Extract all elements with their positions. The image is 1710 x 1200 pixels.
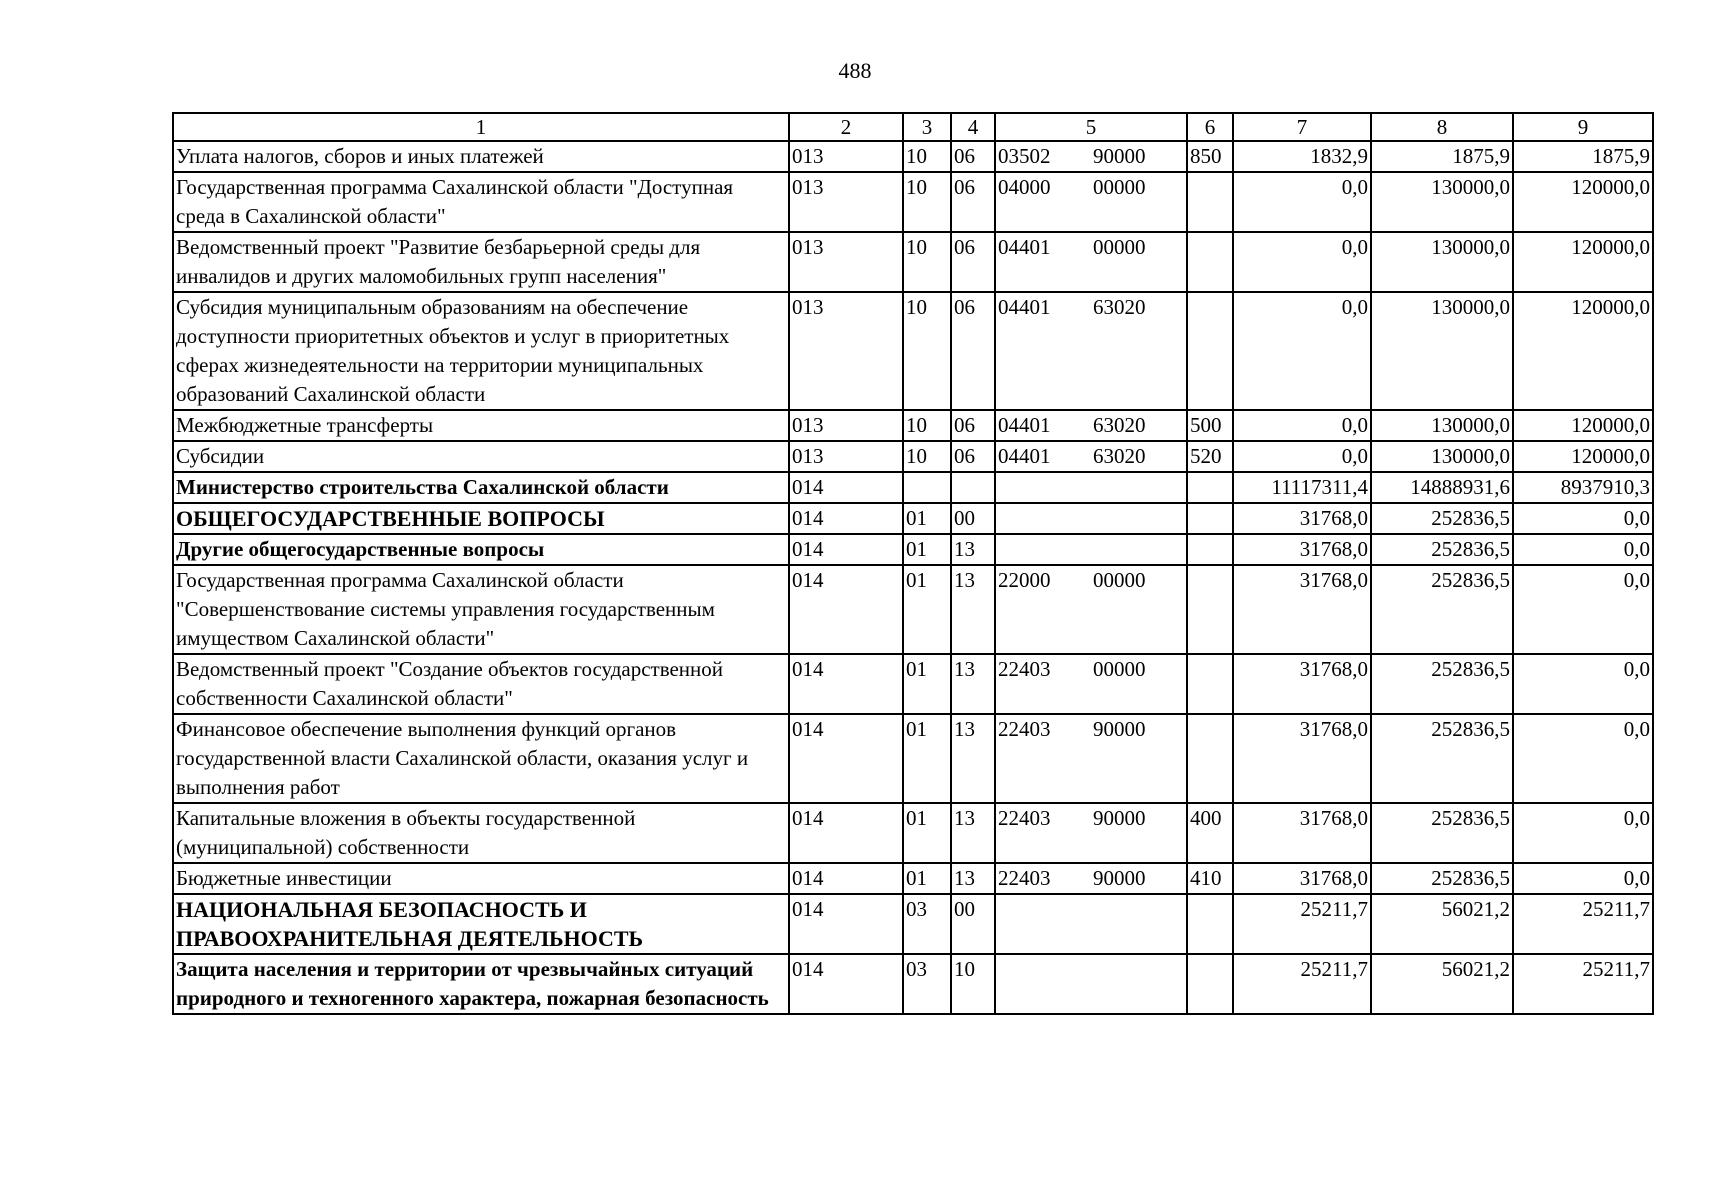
row-cs-direction-cell: 63020 (1091, 410, 1187, 441)
row-value-9-cell: 0,0 (1513, 503, 1653, 534)
row-cs-program-cell: 22403 (995, 803, 1091, 863)
row-pr-cell: 06 (951, 232, 995, 292)
row-pr-cell: 06 (951, 441, 995, 472)
row-cs-program-cell (995, 534, 1091, 565)
row-ved-cell: 014 (789, 714, 903, 803)
table-row (173, 472, 1653, 503)
row-rz-cell: 03 (903, 894, 951, 954)
row-pr-cell: 00 (951, 503, 995, 534)
row-ved-cell: 013 (789, 441, 903, 472)
row-value-8-cell: 252836,5 (1371, 714, 1513, 803)
table-header-row (173, 113, 1653, 141)
row-value-8-cell: 252836,5 (1371, 803, 1513, 863)
row-value-8-cell: 252836,5 (1371, 503, 1513, 534)
row-name-cell: Защита населения и территории от чрезвычайных ситуаций природного и техногенного характера, пожарная безопасность (173, 954, 789, 1014)
row-pr-cell: 06 (951, 292, 995, 410)
row-cs-direction-cell: 00000 (1091, 654, 1187, 714)
row-ved-cell: 014 (789, 472, 903, 503)
row-ved-cell: 013 (789, 141, 903, 172)
row-cs-direction-cell (1091, 954, 1187, 1014)
row-rz-cell: 10 (903, 410, 951, 441)
row-vr-cell (1187, 232, 1233, 292)
table-row (173, 565, 1653, 654)
table-row (173, 232, 1653, 292)
table-row (173, 803, 1653, 863)
row-name-cell: Уплата налогов, сборов и иных платежей (173, 141, 789, 172)
table-row (173, 410, 1653, 441)
row-pr-cell: 06 (951, 410, 995, 441)
row-ved-cell: 014 (789, 565, 903, 654)
row-ved-cell: 014 (789, 534, 903, 565)
row-cs-direction-cell: 90000 (1091, 863, 1187, 894)
row-cs-program-cell: 22403 (995, 714, 1091, 803)
budget-table (172, 112, 1654, 1015)
row-value-9-cell: 120000,0 (1513, 441, 1653, 472)
row-value-8-cell: 130000,0 (1371, 232, 1513, 292)
row-name-cell: Бюджетные инвестиции (173, 863, 789, 894)
row-cs-direction-cell (1091, 472, 1187, 503)
row-value-9-cell: 0,0 (1513, 803, 1653, 863)
row-cs-direction-cell (1091, 534, 1187, 565)
row-value-7-cell: 0,0 (1233, 292, 1371, 410)
row-cs-program-cell (995, 503, 1091, 534)
header-col-5: 5 (995, 113, 1187, 141)
row-value-8-cell: 252836,5 (1371, 863, 1513, 894)
row-cs-program-cell: 04401 (995, 441, 1091, 472)
row-cs-program-cell (995, 472, 1091, 503)
row-name-cell: Другие общегосударственные вопросы (173, 534, 789, 565)
row-cs-direction-cell: 63020 (1091, 292, 1187, 410)
row-cs-program-cell: 22000 (995, 565, 1091, 654)
table-row (173, 654, 1653, 714)
table-row (173, 441, 1653, 472)
table-row (173, 534, 1653, 565)
row-value-9-cell: 0,0 (1513, 534, 1653, 565)
row-value-7-cell: 31768,0 (1233, 654, 1371, 714)
row-name-cell: Государственная программа Сахалинской области "Доступная среда в Сахалинской области" (173, 172, 789, 232)
row-cs-program-cell: 04000 (995, 172, 1091, 232)
row-name-cell: Министерство строительства Сахалинской области (173, 472, 789, 503)
table-row (173, 714, 1653, 803)
row-cs-program-cell: 22403 (995, 863, 1091, 894)
row-rz-cell: 03 (903, 954, 951, 1014)
row-value-7-cell: 31768,0 (1233, 714, 1371, 803)
row-vr-cell (1187, 714, 1233, 803)
header-col-1: 1 (173, 113, 789, 141)
row-vr-cell (1187, 534, 1233, 565)
row-value-7-cell: 11117311,4 (1233, 472, 1371, 503)
row-ved-cell: 014 (789, 654, 903, 714)
row-value-8-cell: 56021,2 (1371, 954, 1513, 1014)
row-rz-cell: 10 (903, 441, 951, 472)
row-value-8-cell: 130000,0 (1371, 292, 1513, 410)
row-value-7-cell: 0,0 (1233, 441, 1371, 472)
row-value-9-cell: 120000,0 (1513, 410, 1653, 441)
row-rz-cell: 10 (903, 172, 951, 232)
header-col-4: 4 (951, 113, 995, 141)
row-value-9-cell: 8937910,3 (1513, 472, 1653, 503)
header-col-7: 7 (1233, 113, 1371, 141)
row-cs-program-cell (995, 954, 1091, 1014)
row-rz-cell: 01 (903, 803, 951, 863)
row-cs-direction-cell (1091, 503, 1187, 534)
row-value-9-cell: 1875,9 (1513, 141, 1653, 172)
row-pr-cell: 13 (951, 863, 995, 894)
row-value-7-cell: 31768,0 (1233, 534, 1371, 565)
row-value-7-cell: 0,0 (1233, 232, 1371, 292)
row-cs-program-cell: 03502 (995, 141, 1091, 172)
row-cs-direction-cell: 63020 (1091, 441, 1187, 472)
row-vr-cell (1187, 565, 1233, 654)
row-ved-cell: 014 (789, 803, 903, 863)
row-vr-cell (1187, 472, 1233, 503)
header-col-2: 2 (789, 113, 903, 141)
row-cs-direction-cell (1091, 894, 1187, 954)
row-value-8-cell: 252836,5 (1371, 565, 1513, 654)
header-col-9: 9 (1513, 113, 1653, 141)
row-value-7-cell: 31768,0 (1233, 565, 1371, 654)
row-vr-cell (1187, 292, 1233, 410)
row-ved-cell: 014 (789, 503, 903, 534)
row-pr-cell (951, 472, 995, 503)
header-col-6: 6 (1187, 113, 1233, 141)
row-vr-cell: 850 (1187, 141, 1233, 172)
row-ved-cell: 013 (789, 410, 903, 441)
table-row (173, 172, 1653, 232)
row-vr-cell (1187, 894, 1233, 954)
row-value-9-cell: 120000,0 (1513, 172, 1653, 232)
table-row (173, 503, 1653, 534)
row-value-8-cell: 56021,2 (1371, 894, 1513, 954)
row-value-8-cell: 1875,9 (1371, 141, 1513, 172)
row-vr-cell (1187, 654, 1233, 714)
table-row (173, 954, 1653, 1014)
row-rz-cell: 01 (903, 503, 951, 534)
row-cs-direction-cell: 00000 (1091, 172, 1187, 232)
row-pr-cell: 13 (951, 534, 995, 565)
row-cs-program-cell (995, 894, 1091, 954)
row-pr-cell: 13 (951, 714, 995, 803)
row-rz-cell: 10 (903, 292, 951, 410)
row-cs-program-cell: 04401 (995, 232, 1091, 292)
row-pr-cell: 10 (951, 954, 995, 1014)
row-name-cell: Государственная программа Сахалинской области "Совершенствование системы управления государственным имуществом Сахалинской области" (173, 565, 789, 654)
row-pr-cell: 06 (951, 141, 995, 172)
row-vr-cell: 500 (1187, 410, 1233, 441)
row-ved-cell: 014 (789, 954, 903, 1014)
row-name-cell: Субсидии (173, 441, 789, 472)
table-body (173, 141, 1653, 1014)
row-value-7-cell: 0,0 (1233, 410, 1371, 441)
row-name-cell: Субсидия муниципальным образованиям на обеспечение доступности приоритетных объектов и услуг в приоритетных сферах жизнедеятельности на территории муниципальных образований Сахалинской области (173, 292, 789, 410)
table-row (173, 894, 1653, 954)
row-value-7-cell: 31768,0 (1233, 503, 1371, 534)
row-name-cell: НАЦИОНАЛЬНАЯ БЕЗОПАСНОСТЬ И ПРАВООХРАНИТЕЛЬНАЯ ДЕЯТЕЛЬНОСТЬ (173, 894, 789, 954)
row-value-7-cell: 31768,0 (1233, 803, 1371, 863)
row-cs-direction-cell: 00000 (1091, 232, 1187, 292)
row-vr-cell: 410 (1187, 863, 1233, 894)
row-value-9-cell: 0,0 (1513, 863, 1653, 894)
row-name-cell: Ведомственный проект "Создание объектов государственной собственности Сахалинской области" (173, 654, 789, 714)
row-rz-cell: 01 (903, 863, 951, 894)
row-vr-cell: 520 (1187, 441, 1233, 472)
row-cs-direction-cell: 00000 (1091, 565, 1187, 654)
row-ved-cell: 014 (789, 894, 903, 954)
row-value-9-cell: 0,0 (1513, 714, 1653, 803)
row-value-9-cell: 0,0 (1513, 654, 1653, 714)
row-rz-cell: 01 (903, 565, 951, 654)
row-cs-direction-cell: 90000 (1091, 714, 1187, 803)
row-value-8-cell: 130000,0 (1371, 410, 1513, 441)
row-vr-cell (1187, 503, 1233, 534)
row-pr-cell: 13 (951, 565, 995, 654)
row-ved-cell: 013 (789, 172, 903, 232)
row-name-cell: Финансовое обеспечение выполнения функций органов государственной власти Сахалинской области, оказания услуг и выполнения работ (173, 714, 789, 803)
row-value-8-cell: 130000,0 (1371, 172, 1513, 232)
row-name-cell: Ведомственный проект "Развитие безбарьерной среды для инвалидов и других маломобильных групп населения" (173, 232, 789, 292)
row-rz-cell: 10 (903, 141, 951, 172)
row-value-7-cell: 0,0 (1233, 172, 1371, 232)
row-value-9-cell: 0,0 (1513, 565, 1653, 654)
row-rz-cell: 01 (903, 654, 951, 714)
row-value-9-cell: 25211,7 (1513, 954, 1653, 1014)
row-value-8-cell: 130000,0 (1371, 441, 1513, 472)
row-value-9-cell: 25211,7 (1513, 894, 1653, 954)
row-rz-cell: 10 (903, 232, 951, 292)
table-row (173, 863, 1653, 894)
row-rz-cell: 01 (903, 534, 951, 565)
row-pr-cell: 13 (951, 654, 995, 714)
row-cs-program-cell: 04401 (995, 292, 1091, 410)
table-row (173, 141, 1653, 172)
row-value-7-cell: 25211,7 (1233, 894, 1371, 954)
row-vr-cell (1187, 954, 1233, 1014)
row-vr-cell: 400 (1187, 803, 1233, 863)
table-row (173, 292, 1653, 410)
row-name-cell: ОБЩЕГОСУДАРСТВЕННЫЕ ВОПРОСЫ (173, 503, 789, 534)
row-pr-cell: 00 (951, 894, 995, 954)
row-cs-direction-cell: 90000 (1091, 141, 1187, 172)
row-value-7-cell: 25211,7 (1233, 954, 1371, 1014)
row-value-8-cell: 14888931,6 (1371, 472, 1513, 503)
page-number: 488 (838, 58, 872, 83)
row-rz-cell: 01 (903, 714, 951, 803)
row-cs-direction-cell: 90000 (1091, 803, 1187, 863)
row-value-8-cell: 252836,5 (1371, 534, 1513, 565)
row-value-8-cell: 252836,5 (1371, 654, 1513, 714)
row-rz-cell (903, 472, 951, 503)
row-value-9-cell: 120000,0 (1513, 292, 1653, 410)
row-pr-cell: 13 (951, 803, 995, 863)
row-value-9-cell: 120000,0 (1513, 232, 1653, 292)
row-name-cell: Межбюджетные трансферты (173, 410, 789, 441)
row-cs-program-cell: 22403 (995, 654, 1091, 714)
row-cs-program-cell: 04401 (995, 410, 1091, 441)
row-value-7-cell: 1832,9 (1233, 141, 1371, 172)
row-value-7-cell: 31768,0 (1233, 863, 1371, 894)
row-ved-cell: 013 (789, 292, 903, 410)
row-vr-cell (1187, 172, 1233, 232)
header-col-3: 3 (903, 113, 951, 141)
row-pr-cell: 06 (951, 172, 995, 232)
row-name-cell: Капитальные вложения в объекты государственной (муниципальной) собственности (173, 803, 789, 863)
row-ved-cell: 014 (789, 863, 903, 894)
header-col-8: 8 (1371, 113, 1513, 141)
row-ved-cell: 013 (789, 232, 903, 292)
